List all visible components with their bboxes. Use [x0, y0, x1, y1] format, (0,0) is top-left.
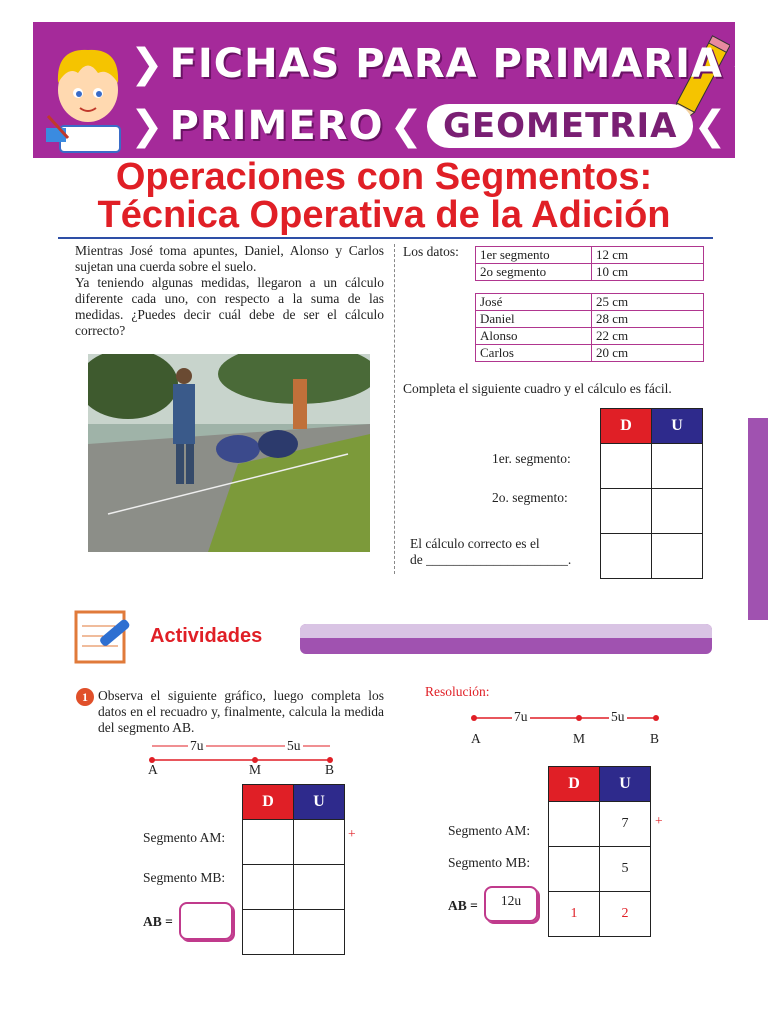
table-row — [476, 247, 704, 264]
ab-label: AB = — [448, 898, 478, 913]
header-u: U — [652, 409, 703, 444]
answer-cell[interactable] — [601, 489, 652, 534]
plus-sign: + — [655, 813, 663, 828]
am-length: 7u — [514, 709, 528, 724]
answer-cell[interactable] — [601, 444, 652, 489]
mb-length: 5u — [611, 709, 625, 724]
header-d: D — [549, 767, 600, 802]
intro-text: Mientras José toma apuntes, Daniel, Alonso y Carlos sujetan una cuerda sobre el suelo. Ya teniendo algunas medidas, llegaron a un cálculo diferente cada uno, con respecto a la suma de las medidas. ¿Puedes decir cuál debe de ser el cálculo correcto? — [75, 243, 384, 338]
activities-title: Actividades — [150, 625, 263, 647]
table-cell: 12 cm — [592, 247, 704, 264]
page-title-line2: Técnica Operativa de la Adición — [97, 194, 671, 236]
seg-am-label: Segmento AM: — [448, 823, 531, 838]
segment-diagram — [140, 738, 350, 778]
question-number: 1 — [76, 688, 94, 706]
notepad-icon — [70, 602, 138, 666]
calc-text: El cálculo correcto es el de _____________________. — [410, 536, 572, 567]
table-cell — [549, 802, 600, 847]
student-illustration — [38, 28, 138, 156]
table-cell: 20 cm — [592, 345, 704, 362]
table-cell: José — [476, 294, 592, 311]
table-row — [549, 802, 651, 847]
table-row — [476, 264, 704, 281]
ab-answer-box: 12u — [484, 886, 538, 922]
table-row — [601, 534, 703, 579]
activities-bar — [300, 624, 712, 654]
answer-cell[interactable] — [294, 865, 345, 910]
point-a: A — [148, 762, 158, 777]
table-cell: Alonso — [476, 328, 592, 345]
ab-answer-box[interactable] — [179, 902, 233, 940]
table-row — [549, 847, 651, 892]
table-cell: 5 — [600, 847, 651, 892]
resolution-du-table — [548, 766, 651, 937]
chevron-left-icon: ❮ — [693, 103, 727, 149]
table-row — [243, 865, 345, 910]
header-line2: ❯ PRIMERO ❮ GEOMETRIA ❮ — [130, 103, 727, 149]
segments-table — [475, 246, 704, 281]
table-row — [476, 294, 704, 311]
header-d: D — [601, 409, 652, 444]
table-row — [601, 489, 703, 534]
table-row — [601, 444, 703, 489]
column-divider — [394, 244, 395, 574]
table-cell: 2 — [600, 892, 651, 937]
field-photo — [88, 354, 370, 552]
point-b: B — [325, 762, 335, 777]
table-row — [476, 345, 704, 362]
table-cell: 2o segmento — [476, 264, 592, 281]
mb-length: 5u — [287, 738, 301, 753]
answer-cell[interactable] — [294, 910, 345, 955]
answer-cell[interactable] — [652, 444, 703, 489]
chevron-right-icon: ❯ — [130, 41, 164, 87]
table-cell — [549, 847, 600, 892]
page-title-line1: Operaciones con Segmentos: — [115, 156, 653, 198]
point-b: B — [650, 731, 660, 746]
table-cell: 28 cm — [592, 311, 704, 328]
table-row — [549, 767, 651, 802]
table-cell: 22 cm — [592, 328, 704, 345]
answer-cell[interactable] — [294, 820, 345, 865]
answer-cell[interactable] — [243, 910, 294, 955]
answer-cell[interactable] — [652, 489, 703, 534]
table-cell: 10 cm — [592, 264, 704, 281]
instruction-text: Completa el siguiente cuadro y el cálculo es fácil. — [403, 381, 672, 396]
resolucion-title: Resolución: — [425, 684, 490, 699]
plus-sign: + — [348, 826, 356, 841]
chevron-left-icon: ❮ — [389, 103, 423, 149]
point-m: M — [249, 762, 262, 777]
table-row — [476, 311, 704, 328]
table-row — [243, 785, 345, 820]
point-m: M — [573, 731, 586, 746]
title-divider — [58, 237, 713, 239]
q1-du-table — [242, 784, 345, 955]
am-length: 7u — [190, 738, 204, 753]
header-u: U — [600, 767, 651, 802]
table-cell: Daniel — [476, 311, 592, 328]
table-cell: Carlos — [476, 345, 592, 362]
table-row — [549, 892, 651, 937]
table-cell: 1 — [549, 892, 600, 937]
seg-am-label: Segmento AM: — [143, 830, 226, 845]
table-row — [476, 328, 704, 345]
chevron-left-icon: ❮ — [728, 41, 763, 87]
seg-mb-label: Segmento MB: — [143, 870, 226, 885]
table-cell: 1er segmento — [476, 247, 592, 264]
seg-mb-label: Segmento MB: — [448, 855, 531, 870]
subject-badge: GEOMETRIA — [427, 104, 693, 148]
point-a: A — [471, 731, 481, 746]
table-cell: 25 cm — [592, 294, 704, 311]
du-table — [600, 408, 703, 579]
answer-cell[interactable] — [243, 820, 294, 865]
table-row — [243, 820, 345, 865]
header-line1: ❯ FICHAS PARA PRIMARIA ❮ — [130, 41, 763, 87]
table-row — [601, 409, 703, 444]
ab-label: AB = — [143, 914, 173, 929]
people-table — [475, 293, 704, 362]
answer-cell[interactable] — [243, 865, 294, 910]
table-cell: 7 — [600, 802, 651, 847]
answer-cell[interactable] — [652, 534, 703, 579]
answer-cell[interactable] — [601, 534, 652, 579]
table-row — [243, 910, 345, 955]
seg1-label: 1er. segmento: — [492, 451, 571, 466]
side-tab — [748, 418, 768, 620]
question-text: Observa el siguiente gráfico, luego completa los datos en el recuadro y, finalmente, calcula la medida del segmento AB. — [98, 688, 384, 735]
header-d: D — [243, 785, 294, 820]
resolution-segment-diagram — [466, 708, 666, 738]
seg2-label: 2o. segmento: — [492, 490, 568, 505]
datos-label: Los datos: — [403, 244, 459, 259]
chevron-right-icon: ❯ — [130, 103, 164, 149]
header-u: U — [294, 785, 345, 820]
